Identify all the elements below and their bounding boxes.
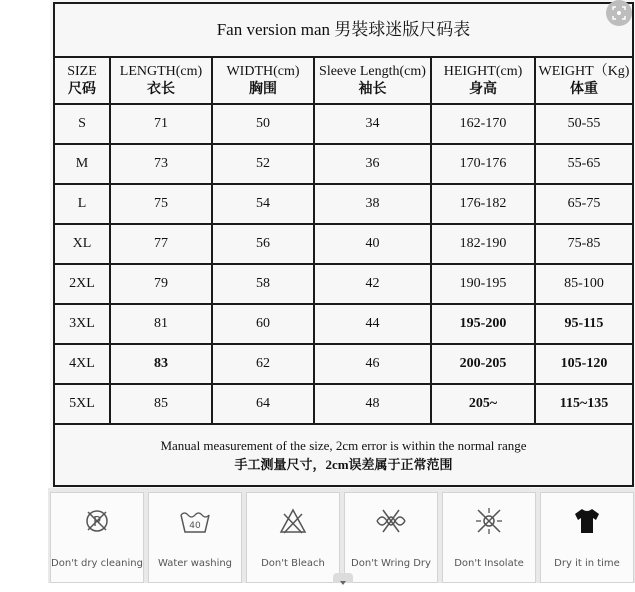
cell-size: 5XL: [54, 384, 110, 424]
cell-width: 60: [212, 304, 314, 344]
care-label: Don't Insolate: [454, 558, 524, 569]
table-row: [54, 184, 633, 224]
cell-sleeve: 44: [314, 304, 431, 344]
cell-width: 58: [212, 264, 314, 304]
cell-height: 190-195: [431, 264, 535, 304]
care-label: Water washing: [157, 558, 233, 569]
header-size: SIZE 尺码: [54, 57, 110, 104]
table-row: [54, 344, 633, 384]
care-item-dry-in-time: [540, 492, 634, 583]
cell-length: 81: [110, 304, 212, 344]
cell-weight: 65-75: [535, 184, 633, 224]
cell-weight: 55-65: [535, 144, 633, 184]
note-english: Manual measurement of the size, 2cm error is within the normal range: [160, 437, 527, 453]
note-chinese: 手工测量尺寸，2cm误差属于正常范围: [234, 457, 453, 472]
cell-width: 54: [212, 184, 314, 224]
no-dry-clean-icon: [82, 506, 112, 536]
cell-length: 83: [110, 344, 212, 384]
care-item-water-wash: [148, 492, 242, 583]
care-label: Don't dry cleaning: [51, 558, 143, 569]
care-item-no-wring: [344, 492, 438, 583]
header-length: LENGTH(cm) 衣长: [110, 57, 212, 104]
table-row: [54, 224, 633, 264]
size-table: [53, 2, 634, 487]
cell-weight: 115~135: [535, 384, 633, 424]
svg-text:40: 40: [189, 521, 201, 531]
table-row: [54, 264, 633, 304]
cell-size: XL: [54, 224, 110, 264]
header-sleeve: Sleeve Length(cm) 袖长: [314, 57, 431, 104]
header-width: WIDTH(cm) 胸围: [212, 57, 314, 104]
wash-40-icon: [178, 506, 212, 536]
no-bleach-icon: [278, 506, 308, 536]
no-wring-icon: [374, 506, 408, 536]
header-height: HEIGHT(cm) 身高: [431, 57, 535, 104]
cell-size: L: [54, 184, 110, 224]
header-row: [54, 57, 633, 104]
care-item-no-dry-clean: [50, 492, 144, 583]
cell-height: 200-205: [431, 344, 535, 384]
cell-sleeve: 46: [314, 344, 431, 384]
cell-width: 56: [212, 224, 314, 264]
care-label: Don't Wring Dry: [351, 558, 431, 569]
tshirt-icon: [572, 506, 602, 536]
care-item-no-sun: [442, 492, 536, 583]
chevron-down-icon: [333, 578, 353, 588]
cell-height: 182-190: [431, 224, 535, 264]
cell-height: 176-182: [431, 184, 535, 224]
cell-size: S: [54, 104, 110, 144]
cell-length: 71: [110, 104, 212, 144]
table-row: [54, 144, 633, 184]
cell-weight: 50-55: [535, 104, 633, 144]
cell-weight: 75-85: [535, 224, 633, 264]
cell-weight: 85-100: [535, 264, 633, 304]
scroll-down-handle[interactable]: [333, 573, 353, 583]
cell-height: 162-170: [431, 104, 535, 144]
care-label: Dry it in time: [554, 558, 620, 569]
header-weight: WEIGHT（Kg) 体重: [535, 57, 633, 104]
cell-length: 79: [110, 264, 212, 304]
cell-size: 3XL: [54, 304, 110, 344]
measurement-note: [54, 424, 633, 486]
table-row: [54, 384, 633, 424]
cell-length: 77: [110, 224, 212, 264]
screenshot-tool-button[interactable]: [606, 0, 632, 26]
table-row: [54, 104, 633, 144]
cell-weight: 95-115: [535, 304, 633, 344]
cell-sleeve: 36: [314, 144, 431, 184]
cell-weight: 105-120: [535, 344, 633, 384]
cell-width: 50: [212, 104, 314, 144]
cell-size: 2XL: [54, 264, 110, 304]
cell-sleeve: 40: [314, 224, 431, 264]
care-item-no-bleach: [246, 492, 340, 583]
cell-sleeve: 38: [314, 184, 431, 224]
care-label: Don't Bleach: [261, 558, 325, 569]
cell-length: 75: [110, 184, 212, 224]
cell-sleeve: 42: [314, 264, 431, 304]
no-sun-icon: [474, 506, 504, 536]
svg-text:P: P: [93, 515, 101, 530]
cell-sleeve: 48: [314, 384, 431, 424]
table-row: [54, 304, 633, 344]
care-instructions-panel: [48, 488, 635, 583]
chart-title: Fan version man 男裝球迷版尺码表: [54, 3, 633, 57]
cell-size: 4XL: [54, 344, 110, 384]
cell-height: 195-200: [431, 304, 535, 344]
cell-size: M: [54, 144, 110, 184]
cell-height: 170-176: [431, 144, 535, 184]
cell-sleeve: 34: [314, 104, 431, 144]
cell-length: 73: [110, 144, 212, 184]
cell-length: 85: [110, 384, 212, 424]
scan-icon: [612, 6, 626, 20]
cell-width: 52: [212, 144, 314, 184]
cell-width: 64: [212, 384, 314, 424]
cell-height: 205~: [431, 384, 535, 424]
cell-width: 62: [212, 344, 314, 384]
